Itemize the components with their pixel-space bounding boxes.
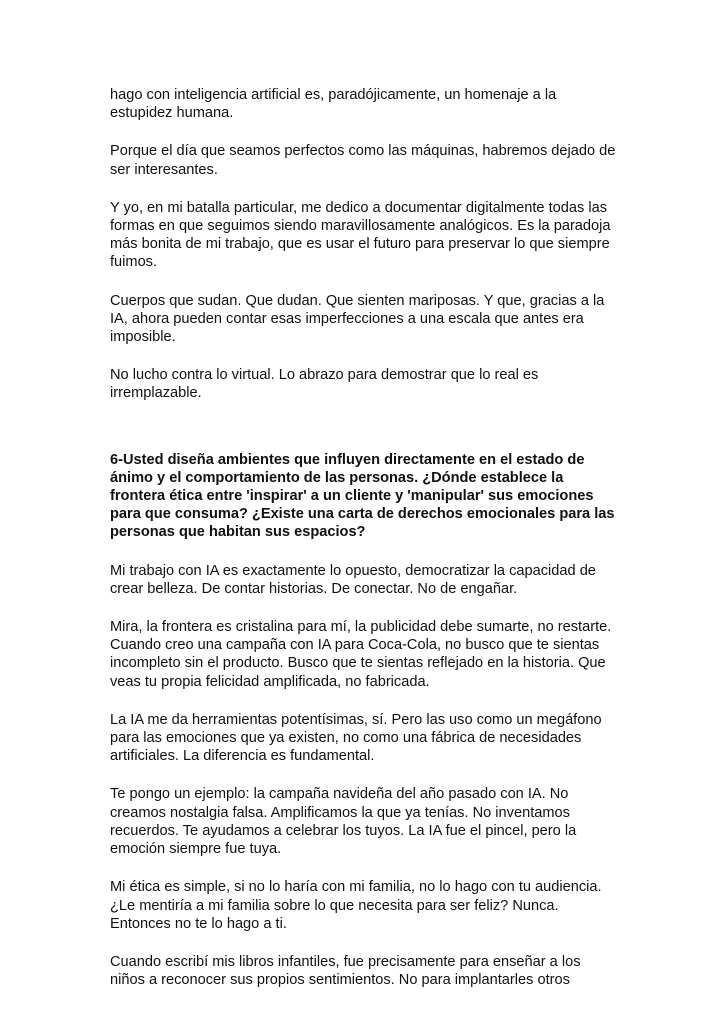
paragraph: Mi trabajo con IA es exactamente lo opuesto, democratizar la capacidad de crear belleza. De contar historias. De conectar. No de engañar.: [110, 562, 596, 597]
paragraph: Cuando escribí mis libros infantiles, fue precisamente para enseñar a los niños a reconocer sus propios sentimientos. No para implantarles otros: [110, 953, 581, 989]
paragraph: Y yo, en mi batalla particular, me dedico a documentar digitalmente todas las formas en que seguimos siendo maravillosamente analógicos. Es la paradoja más bonita de mi trabajo, que es usar el futuro para preservar lo que siempre fuimos.: [110, 199, 611, 271]
document-body: [110, 86, 616, 1009]
paragraph: Porque el día que seamos perfectos como las máquinas, habremos dejado de ser interesantes.: [110, 143, 616, 178]
paragraph: Mira, la frontera es cristalina para mí, la publicidad debe sumarte, no restarte. Cuando creo una campaña con IA para Coca-Cola, no busco que te sientas incompleto sin el producto. Busco que te sientas reflejado en la historia. Que veas tu propia felicidad amplificada, no fabricada.: [110, 619, 612, 690]
paragraph: hago con inteligencia artificial es, paradójicamente, un homenaje a la estupidez humana.: [110, 87, 557, 122]
paragraph: No lucho contra lo virtual. Lo abrazo para demostrar que lo real es irremplazable.: [110, 367, 539, 402]
paragraph: Cuerpos que sudan. Que dudan. Que sienten mariposas. Y que, gracias a la IA, ahora pueden contar esas imperfecciones a una escala que antes era imposible.: [110, 292, 605, 346]
paragraph: Mi ética es simple, si no lo haría con mi familia, no lo hago con tu audiencia. ¿Le mentiría a mi familia sobre lo que necesita para ser feliz? Nunca. Entonces no te lo hago a ti.: [110, 879, 602, 932]
interview-question: 6-Usted diseña ambientes que influyen directamente en el estado de ánimo y el comportamiento de las personas. ¿Dónde establece la frontera ética entre 'inspirar' a un cliente y 'manipular' sus emociones para que consuma? ¿Existe una carta de derechos emocionales para las personas que habitan sus espacios?: [110, 451, 615, 541]
paragraph: La IA me da herramientas potentísimas, sí. Pero las uso como un megáfono para las emociones que ya existen, no como una fábrica de necesidades artificiales. La diferencia es fundamental.: [110, 711, 602, 765]
paragraph: Te pongo un ejemplo: la campaña navideña del año pasado con IA. No creamos nostalgia falsa. Amplificamos la que ya tenías. No inventamos recuerdos. Te ayudamos a celebrar los tuyos. La IA fue el pincel, pero la emoción siempre fue tuya.: [110, 786, 577, 858]
